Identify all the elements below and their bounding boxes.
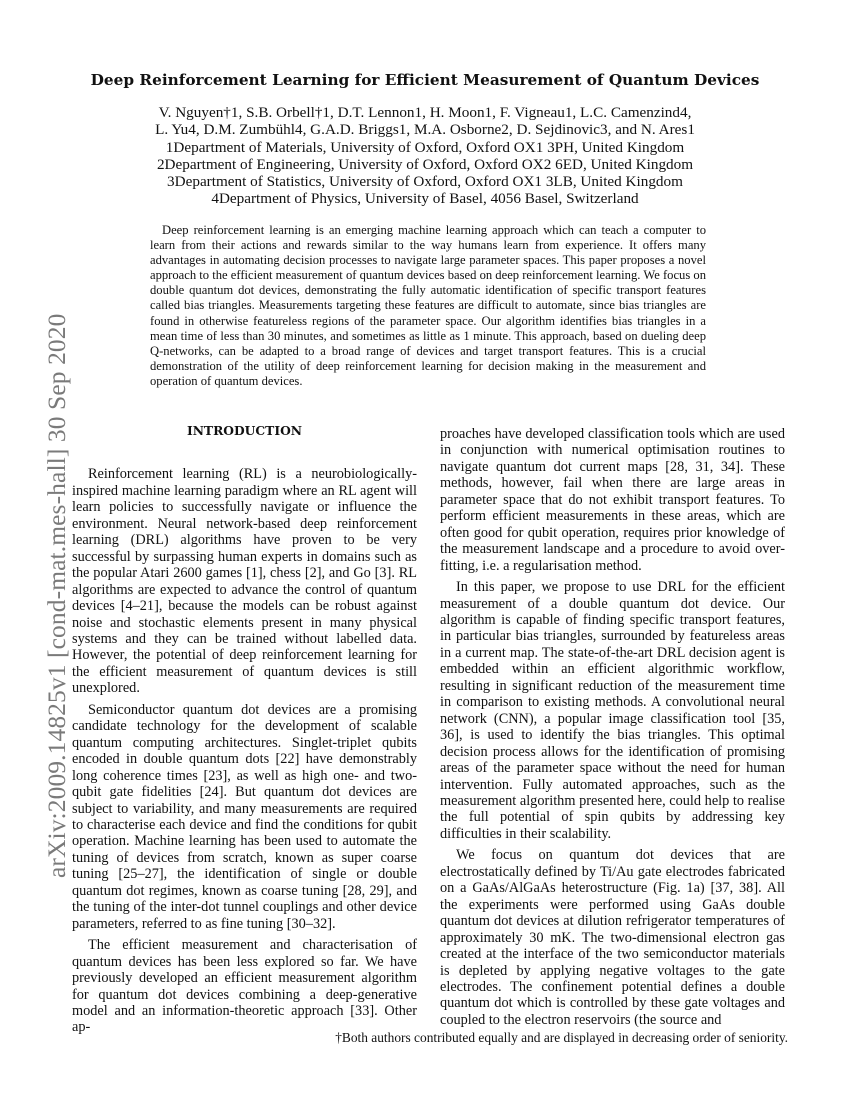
- paragraph: proaches have developed classification tools which are used in conjunction with numerical optimisation routines to navigate quantum dot current maps [28, 31, 34]. These methods, however, fail when there are large areas in parameter space that do not exhibit transport features. To perform efficient measurements in these areas, which are often good for qubit operation, requires prior knowledge of the measurement landscape and a procedure to avoid over-fitting, i.e. a regularisation method.: [440, 426, 785, 574]
- author-line: V. Nguyen†1, S.B. Orbell†1, D.T. Lennon1, H. Moon1, F. Vigneau1, L.C. Camenzind4,: [158, 104, 692, 121]
- paragraph: We focus on quantum dot devices that are electrostatically defined by Ti/Au gate electrodes fabricated on a GaAs/AlGaAs heterostructure (Fig. 1a) [37, 38]. All the experiments were performed using GaAs double quantum dot devices at dilution refrigerator temperatures of approximately 30 mK. The two-dimensional electron gas created at the interface of the two semiconductor materials is depleted by applying negative voltages to the gate electrodes. The confinement potential defines a double quantum dot which is controlled by these gate voltages and coupled to the electron reservoirs (the source and: [440, 847, 785, 1028]
- affiliation: 3Department of Statistics, University of Oxford, Oxford OX1 3LB, United Kingdom: [167, 173, 683, 191]
- affiliation: 1Department of Materials, University of Oxford, Oxford OX1 3PH, United Kingdom: [165, 138, 685, 156]
- right-column: [440, 426, 785, 1028]
- paragraph: Reinforcement learning (RL) is a neurobiologically-inspired machine learning paradigm where an RL agent will learn policies to successfully navigate or influence the environment. Neural network-based deep reinforcement learning (DRL) algorithms have proven to be very successful by surpassing human experts in domains such as the popular Atari 2600 games [1], chess [2], and Go [3]. RL algorithms are expected to advance the control of quantum devices [4–21], because the models can be robust against noise and stochastic elements present in many physical systems and they can be trained without labelled data. However, the potential of deep reinforcement learning for the efficient measurement of quantum devices is still unexplored.: [72, 466, 417, 697]
- paragraph: In this paper, we propose to use DRL for the efficient measurement of a double quantum dot device. Our algorithm is capable of finding specific transport features, in particular bias triangles, surrounded by featureless areas in a current map. The state-of-the-art DRL decision agent is embedded within an efficient algorithmic workflow, resulting in significant reduction of the measurement time in comparison to existing methods. A convolutional neural network (CNN), a popular image classification tool [35, 36], is used to identify the bias triangles. This optimal decision process allows for the identification of promising areas of the parameter space without the need for human intervention. Fully automated approaches, such as the measurement algorithm presented here, could help to realise the full potential of spin qubits by addressing key difficulties in their scalability.: [440, 579, 785, 842]
- paper-title: Deep Reinforcement Learning for Efficient Measurement of Quantum Devices: [90, 71, 760, 89]
- affiliation: 4Department of Physics, University of Basel, 4056 Basel, Switzerland: [211, 190, 639, 208]
- author-block: [60, 104, 790, 208]
- paragraph: Semiconductor quantum dot devices are a promising candidate technology for the development of scalable quantum computing architectures. Singlet-triplet qubits encoded in double quantum dots [22] have demonstrably long coherence times [23], as well as high one- and two-qubit gate fidelities [24]. But quantum dot devices are subject to variability, and many measurements are required to characterise each device and find the conditions for qubit operation. Machine learning has been used to automate the tuning of devices from scratch, known as super coarse tuning [25–27], the identification of single or double quantum dot regimes, known as coarse tuning [28, 29], and the tuning of the inter-dot tunnel couplings and other device parameters, referred to as fine tuning [30–32].: [72, 701, 417, 932]
- left-column: [72, 423, 417, 1036]
- affiliation: 2Department of Engineering, University of Oxford, Oxford OX2 6ED, United Kingdom: [156, 155, 694, 173]
- paragraph: The efficient measurement and characterisation of quantum devices has been less explored so far. We have previously developed an efficient measurement algorithm for quantum dot devices combining a deep-generative model and an information-theoretic approach [33]. Other ap-: [72, 937, 417, 1036]
- footnote: †Both authors contributed equally and are displayed in decreasing order of seniority.: [335, 1030, 788, 1045]
- arxiv-identifier: arXiv:2009.14825v1 [cond-mat.mes-hall] 30 Sep 2020: [42, 313, 71, 878]
- arxiv-identifier-sidebar: [10, 238, 71, 878]
- abstract: Deep reinforcement learning is an emerging machine learning approach which can teach a computer to learn from their actions and rewards similar to the way humans learn from experience. It offers many advantages in automating decision processes to navigate large parameter spaces. This paper proposes a novel approach to the efficient measurement of quantum devices based on deep reinforcement learning. We focus on double quantum dot devices, demonstrating the fully automatic identification of specific transport features called bias triangles. Measurements targeting these features are difficult to automate, since bias triangles are found in otherwise featureless regions of the parameter space. Our algorithm identifies bias triangles in a mean time of less than 30 minutes, and sometimes as little as 1 minute. This approach, based on dueling deep Q-networks, can be adapted to a broad range of devices and target transport features. This is a crucial demonstration of the utility of deep reinforcement learning for decision making in the measurement and operation of quantum devices.: [150, 223, 706, 388]
- author-line: L. Yu4, D.M. Zumbühl4, G.A.D. Briggs1, M.A. Osborne2, D. Sejdinovic3, and N. Ares1: [155, 121, 695, 139]
- section-heading: INTRODUCTION: [186, 423, 303, 438]
